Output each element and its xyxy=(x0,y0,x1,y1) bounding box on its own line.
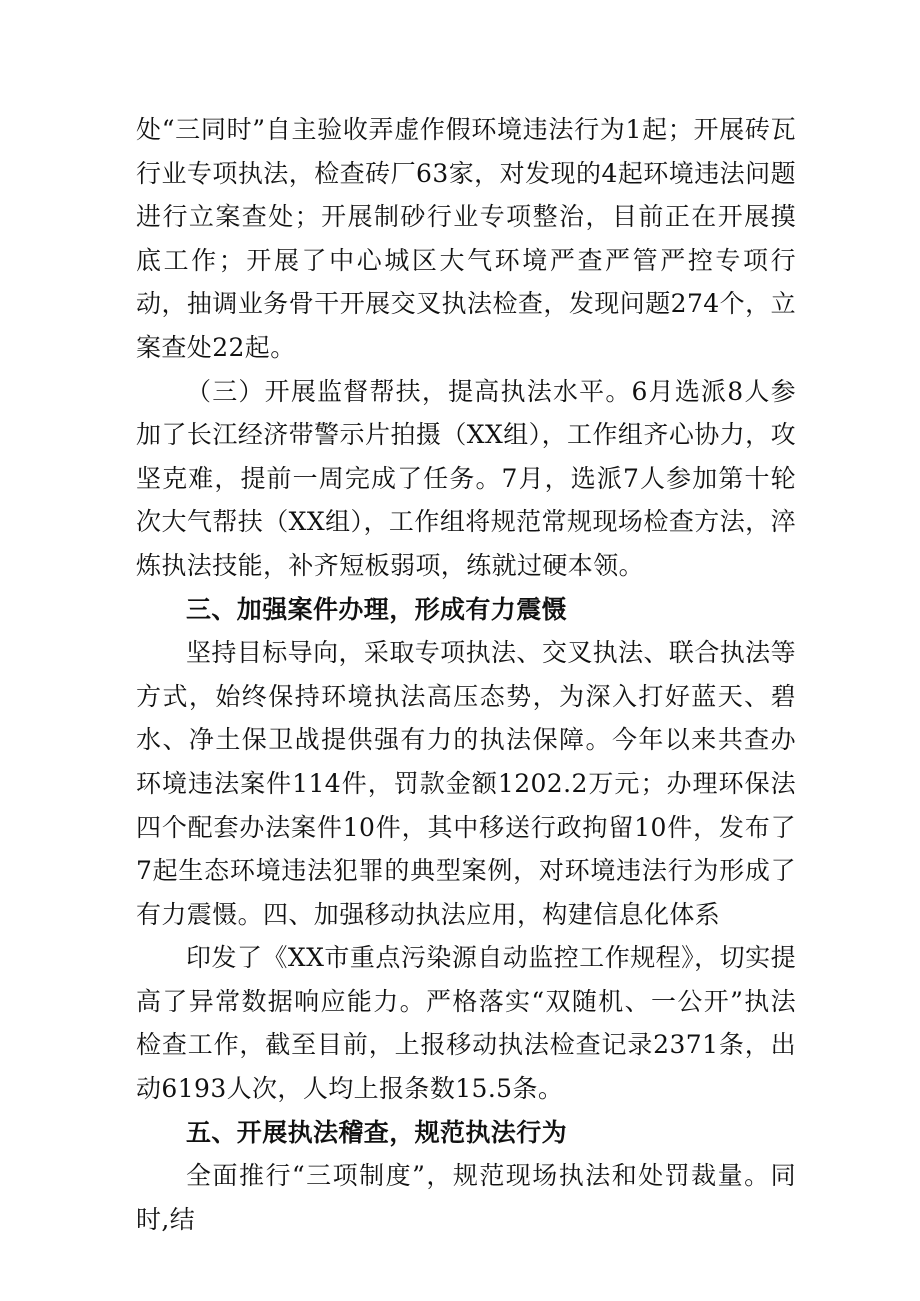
paragraph-three-systems: 全面推行“三项制度”，规范现场执法和处罚裁量。同时,结 xyxy=(136,1161,796,1234)
paragraph-supervision-assistance: （三）开展监督帮扶，提高执法水平。6月选派8人参加了长江经济带警示片拍摄（XX组），工作组齐心协力，攻坚克难，提前一周完成了任务。7月，选派7人参加第十轮次大气帮扶（XX组），工作组将规范常规现场检查方法，淬炼执法技能，补齐短板弱项，练就过硬本领。 xyxy=(136,376,796,580)
paragraph-brick-tile-enforcement: 处“三同时”自主验收弄虚作假环境违法行为1起；开展砖瓦行业专项执法，检查砖厂63家，对发现的4起环境违法问题进行立案查处；开展制砂行业专项整治，目前正在开展摸底工作；开展了中心城区大气环境严查严管严控专项行动，抽调业务骨干开展交叉执法检查，发现问题274个，立案查处22起。 xyxy=(136,115,796,362)
paragraph-monitoring-rules: 印发了《XX市重点污染源自动监控工作规程》，切实提高了异常数据响应能力。严格落实“双随机、一公开”执法检查工作，截至目前，上报移动执法检查记录2371条，出动6193人次，人均上报条数15.5条。 xyxy=(136,943,796,1104)
heading-case-handling: 三、加强案件办理，形成有力震慑 xyxy=(186,594,568,624)
heading-enforcement-audit: 五、开展执法稽查，规范执法行为 xyxy=(186,1117,568,1147)
paragraph-case-handling: 坚持目标导向，采取专项执法、交叉执法、联合执法等方式，始终保持环境执法高压态势，为深入打好蓝天、碧水、净土保卫战提供强有力的执法保障。今年以来共查办环境违法案件114件，罚款金额1202.2万元；办理环保法四个配套办法案件10件，其中移送行政拘留10件，发布了7起生态环境违法犯罪的典型案例，对环境违法行为形成了有力震慑。四、加强移动执法应用，构建信息化体系 xyxy=(136,638,796,929)
document-body xyxy=(136,108,796,1241)
